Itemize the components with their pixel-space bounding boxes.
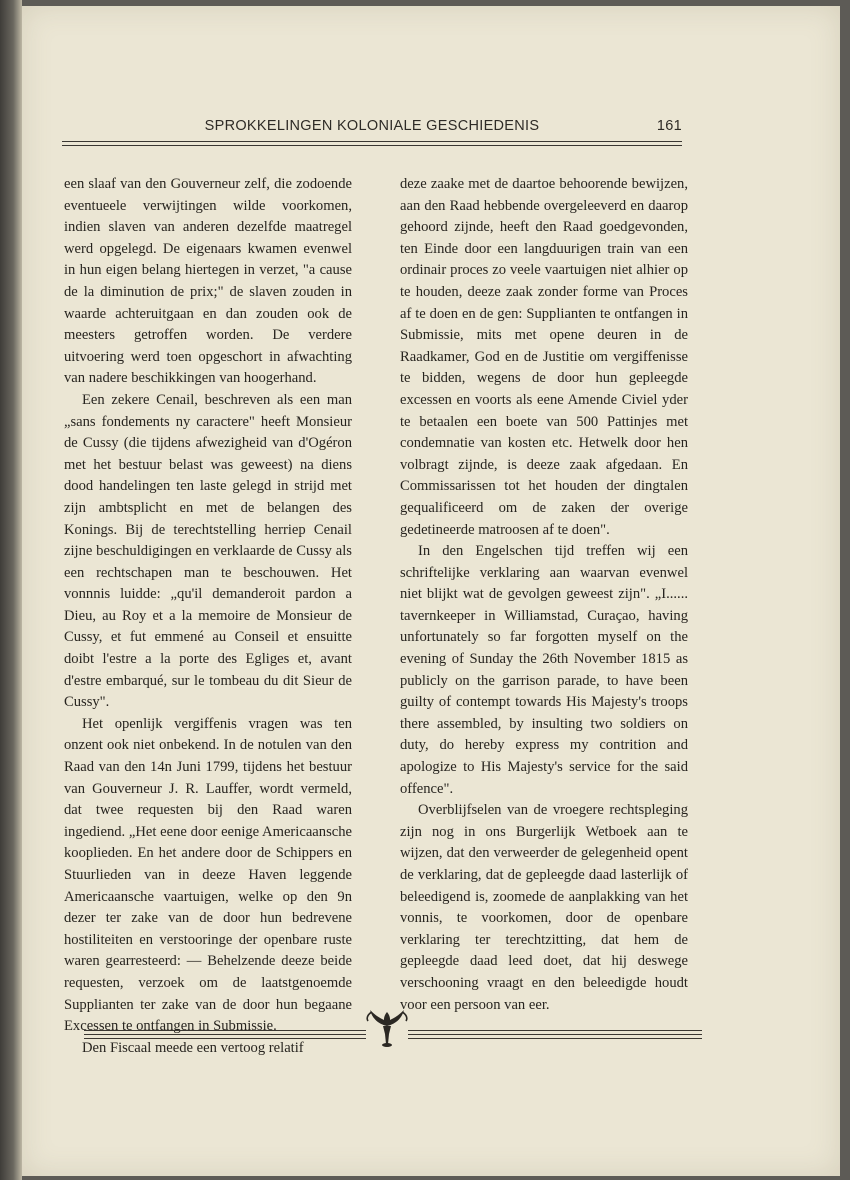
footer-rule-left-1	[84, 1030, 366, 1031]
left-column	[64, 174, 352, 1059]
flame-torch-ornament-icon	[362, 1006, 412, 1050]
paragraph: Het openlijk vergiffenis vragen was ten onzent ook niet onbekend. In de notulen van den Raad van den 14n Juni 1799, tijdens het bestuur van Gouverneur J. R. Lauffer, wordt vermeld, dat twee requesten bij den Raad waren ingediend. „Het eene door eenige Americaansche kooplieden. En het andere door de Schippers en Stuurlieden van in deeze Haven leggende Americaansche vaartuigen, welke op den 9n dezer ter zake van de door hun bedrevene hostiliteiten en verstooringe der openbare ruste waren gearresteerd: — Behelzende deeze beide requesten, verzoek om de laatstgenoemde Supplianten ter zake van de door hun begaane Excessen te ontfangen in Submissie.	[64, 715, 352, 1035]
header-rule-bottom	[62, 145, 682, 146]
footer-rule-right-3	[408, 1038, 702, 1039]
paragraph: Overblijfselen van de vroegere rechtspleging zijn nog in ons Burgerlijk Wetboek aan te wijzen, dat den verweerder de gelegenheid opent de verklaring, dat de gepleegde daad lasterlijk of beleedigend is, zoomede de aanplakking van het vonnis, te voorkomen, door de openbare verklaring ter terechtzitting, dat hem de gepleegde daad leed doet, dat hij deswege verschooning vraagt en den beleedigde houdt voor een persoon van eer.	[400, 802, 688, 1013]
header-rule-top	[62, 141, 682, 142]
footer-rule-left-2	[84, 1034, 366, 1035]
footer-rule-right-2	[408, 1034, 702, 1035]
running-title: SPROKKELINGEN KOLONIALE GESCHIEDENIS	[204, 118, 540, 134]
footer-rule-left-3	[84, 1038, 366, 1039]
paragraph: In den Engelschen tijd treffen wij een schriftelijke verklaring aan waarvan evenwel niet blijkt wat de gevolgen geweest zijn". „I...... tavernkeeper in Williamstad, Curaçao, having unfortunately so far forgotten myself on the evening of Sunday the 26th November 1815 as publicly on the garrison parade, to have been guilty of contempt towards His Majesty's troops there assembled, by insulting two soldiers on duty, do hereby express my contrition and apologize to His Majesty's service for the said offence".	[400, 543, 688, 797]
paragraph: een slaaf van den Gouverneur zelf, die zodoende eventueele verwijtingen wilde voorkomen, indien slaven van anderen dezelfde maatregel werd opgelegd. De eigenaars kwamen evenwel in hun eigen belang hiertegen in verzet, "a cause de la diminution de prix;" de slaven zouden in waarde achteruitgaan en dan zouden ook de meesters getroffen worden. De verdere uitvoering werd toen opgeschort in afwachting van nadere beschikkingen van hoogerhand.	[64, 176, 352, 387]
right-column	[400, 174, 688, 1016]
scan-page-edge	[0, 0, 22, 1180]
paragraph: deze zaake met de daartoe behoorende bewijzen, aan den Raad hebbende overgeleeverd en daarop gehoord zijnde, heeft den Raad goedgevonden, ten Einde door een langduurigen train van een ordinair proces zo veele vaartuigen niet alhier op te houden, deeze zaak zonder forme van Proces af te doen en de gen: Supplianten te ontfangen in Submissie, mits met opene deuren in de Raadkamer, God en de Justitie om vergiffenisse te bidden, wegens de door hun gepleegde excessen en voorts als eene Amende Civiel yder te betaalen een boete van 500 Pattinjes met condemnatie van kosten etc. Hetwelk door hen volbragt zijnde, is deeze zaak afgedaan. En Commissarissen tot het houden der dingtalen gequalificeerd om de zaken der overige gedetineerde matroosen af te doen".	[400, 176, 688, 538]
page-number: 161	[656, 118, 682, 134]
paragraph: Een zekere Cenail, beschreven als een man „sans fondements ny caractere" heeft Monsieur de Cussy (die tijdens afwezigheid van d'Ogéron met het bestuur belast was geweest) na diens dood handelingen ten laste gelegd in strijd met zijn ambtsplicht en met de belangen des Konings. Bij de terechtstelling herriep Cenail zijne beschuldigingen en verklaarde de Cussy als een rechtschapen man te beschouwen. Het vonnnis luidde: „qu'il demanderoit pardon a Dieu, au Roy et a la memoire de Monsieur de Cussy, et fut emmené au Conseil et ensuitte doibt l'estre a la porte des Egliges et, avant d'estre embarqué, sur le tombeau du dit Sieur de Cussy".	[64, 391, 352, 711]
footer-rule-right-1	[408, 1030, 702, 1031]
paragraph: Den Fiscaal meede een vertoog relatif	[82, 1039, 304, 1056]
